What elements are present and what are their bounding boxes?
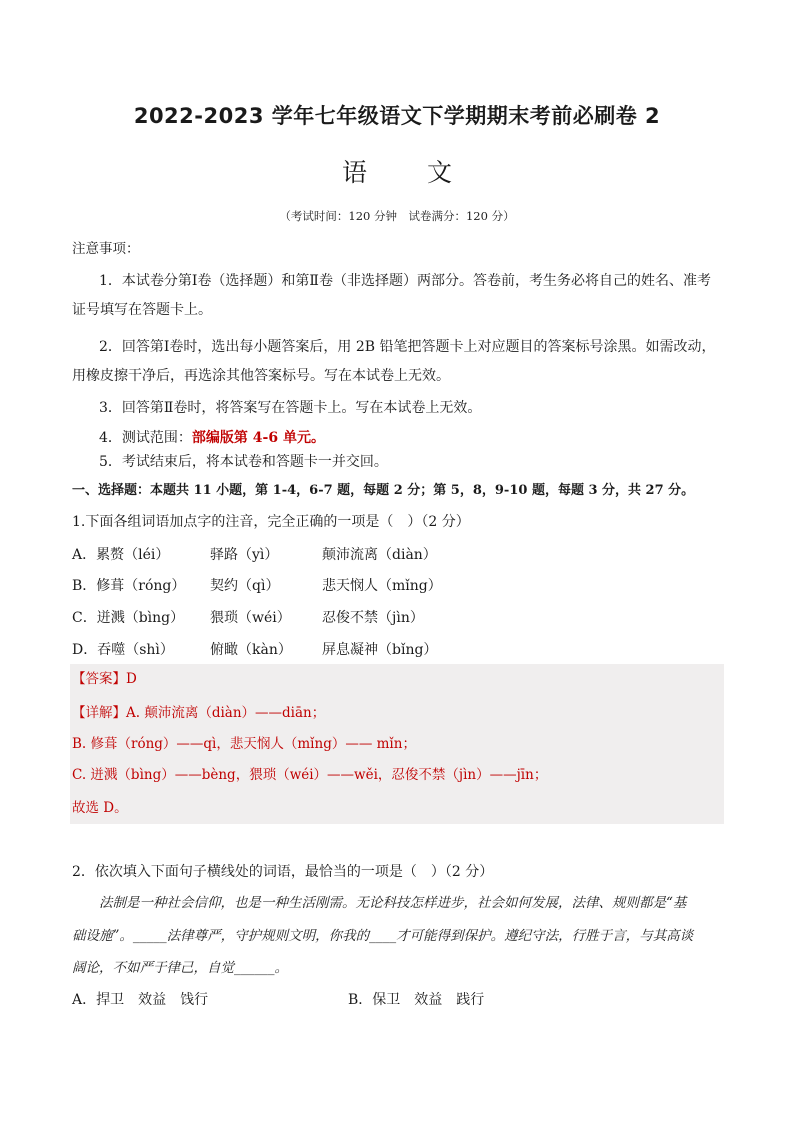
passage-line-3: 阔论，不如严于律己，自觉______。 [72,960,288,976]
option-d-word-3: 屏息凝神（bǐng） [322,642,438,658]
note-item-4-prefix: 4．测试范围： [99,430,192,446]
note-item-2-line-1: 2．回答第Ⅰ卷时，选出每小题答案后，用 2B 铅笔把答题卡上对应题目的答案标号涂黑。如需改动， [99,339,716,355]
answer-line [72,669,137,689]
passage-line-1: 法制是一种社会信仰，也是一种生活刚需。无论科技怎样进步，社会如何发展，法律、规则都是“基 [99,895,687,911]
detail-text-1: A. 颠沛流离（diàn）——diān； [126,705,326,721]
option-d-word-2: 俯瞰（kàn） [210,642,292,658]
question-2-option-b: B．保卫 效益 践行 [348,992,485,1008]
answer-value: D [126,671,137,687]
note-item-4 [99,428,325,448]
option-b-word-2: 契约（qì） [210,578,280,594]
passage-line-2: 础设施”。_____法律尊严，守护规则文明，你我的____才可能得到保护。遵纪守法，行胜于言，与其高谈 [72,928,694,944]
question-1-stem: 1.下面各组词语加点字的注音，完全正确的一项是（ ）（2 分） [72,514,470,530]
detail-line-1 [72,703,325,723]
option-a-word-1: A．累赘（léi） [72,547,170,563]
detail-line-3: C. 迸溅（bìng）——bèng，猥琐（wéi）——wěi，忍俊不禁（jìn）——jīn； [72,767,548,783]
note-item-2-line-2: 用橡皮擦干净后，再选涂其他答案标号。写在本试卷上无效。 [72,368,450,384]
detail-label: 【详解】 [72,705,126,721]
subject-heading: 语 文 [342,158,478,187]
option-a-word-3: 颠沛流离（diàn） [322,547,437,563]
question-1-option-c [72,608,572,628]
question-1-option-d [72,640,572,660]
question-2-option-a: A．捍卫 效益 饯行 [72,992,209,1008]
question-1-option-b [72,576,572,596]
option-c-word-1: C．迸溅（bìng） [72,610,185,626]
option-a-word-2: 驿路（yì） [210,547,279,563]
notes-heading: 注意事项： [72,241,140,257]
test-scope: 部编版第 4-6 单元。 [191,430,325,446]
question-1-option-a [72,545,572,565]
exam-title: 2022-2023 学年七年级语文下学期期末考前必刷卷 2 [133,104,661,128]
exam-info: （考试时间：120 分钟 试卷满分：120 分） [279,209,515,223]
option-c-word-3: 忍俊不禁（jìn） [322,610,424,626]
answer-label: 【答案】 [72,671,126,687]
note-item-5: 5．考试结束后，将本试卷和答题卡一并交回。 [99,454,388,470]
note-item-3: 3．回答第Ⅱ卷时，将答案写在答题卡上。写在本试卷上无效。 [99,400,482,416]
note-item-1-line-2: 证号填写在答题卡上。 [72,302,212,318]
option-b-word-3: 悲天悯人（mǐng） [322,578,442,594]
detail-line-2: B. 修葺（róng）——qì，悲天悯人（mǐng）—— mǐn； [72,736,416,752]
option-c-word-2: 猥琐（wéi） [210,610,291,626]
note-item-1-line-1: 1．本试卷分第Ⅰ卷（选择题）和第Ⅱ卷（非选择题）两部分。答卷前，考生务必将自己的姓名、准考 [99,273,711,289]
question-2-stem: 2．依次填入下面句子横线处的词语，最恰当的一项是（ ）（2 分） [72,864,494,880]
option-d-word-1: D．吞噬（shì） [72,642,174,658]
option-b-word-1: B．修葺（róng） [72,578,186,594]
detail-line-4: 故选 D。 [72,800,128,816]
section-1-heading: 一、选择题：本题共 11 小题，第 1-4，6-7 题，每题 2 分；第 5，8，9-10 题，每题 3 分，共 27 分。 [72,483,695,498]
